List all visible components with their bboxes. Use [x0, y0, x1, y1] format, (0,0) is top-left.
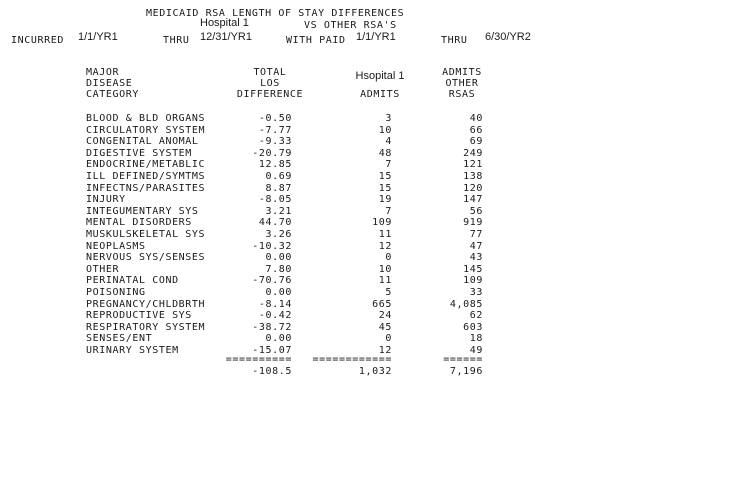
los-cell: 3.21 [265, 205, 292, 217]
other-admits-cell: 56 [469, 205, 483, 217]
los-cell: 12.85 [258, 159, 292, 171]
los-header-line-3: DIFFERENCE [236, 89, 304, 100]
los-cell: 0.00 [265, 252, 292, 264]
hospital-admits-cell: 15 [378, 171, 392, 182]
hospital-admits-cell: 5 [385, 287, 392, 298]
category-cell: SENSES/ENT [86, 333, 153, 345]
table-row [0, 183, 749, 195]
los-cell: 44.70 [258, 217, 292, 229]
thru-label-1: THRU [163, 35, 190, 46]
others-header-line-1: ADMITS [442, 67, 482, 78]
other-admits-cell: 145 [463, 263, 483, 275]
table-row [0, 322, 749, 334]
table-row [0, 125, 749, 137]
hospital-admits-cell: 10 [378, 124, 392, 136]
other-admits-cell: 147 [463, 194, 483, 206]
hospital-admits-cell: 12 [378, 240, 392, 252]
other-admits-cell: 121 [463, 159, 483, 171]
category-header-line-3: CATEGORY [86, 89, 139, 100]
los-cell: -15.07 [252, 345, 292, 356]
others-total: 7,196 [449, 366, 483, 377]
hospital-separator: ============ [312, 354, 392, 365]
hospital-admits-cell: 48 [378, 147, 392, 159]
hospital-admits-cell: 15 [378, 182, 392, 194]
category-cell: MENTAL DISORDERS [86, 217, 192, 229]
category-cell: INJURY [86, 194, 126, 206]
hospital-admits-cell: 4 [385, 136, 392, 148]
category-cell: MUSKULSKELETAL SYS [86, 229, 206, 240]
table-row [0, 310, 749, 322]
other-admits-cell: 249 [463, 147, 483, 159]
table-row [0, 275, 749, 287]
los-cell: 3.26 [265, 229, 292, 240]
los-total: -108.5 [252, 366, 292, 377]
table-row [0, 299, 749, 311]
category-cell: NERVOUS SYS/SENSES [86, 252, 206, 264]
other-admits-cell: 77 [469, 229, 483, 240]
hospital-admits-cell: 3 [385, 113, 392, 124]
hospital-admits-cell: 10 [378, 263, 392, 275]
table-row [0, 287, 749, 299]
hospital-admits-cell: 11 [378, 229, 392, 240]
others-header-line-2: OTHER [445, 78, 479, 89]
los-cell: -9.33 [258, 136, 292, 148]
los-cell: -70.76 [252, 275, 292, 287]
other-admits-cell: 18 [469, 333, 483, 345]
others-header-line-3: RSAS [448, 89, 476, 100]
category-cell: NEOPLASMS [86, 240, 146, 252]
los-cell: -10.32 [252, 240, 292, 252]
category-cell: POISONING [86, 287, 146, 298]
paid-to: 6/30/YR2 [485, 31, 531, 43]
hospital-admits-cell: 7 [385, 205, 392, 217]
category-cell: CONGENITAL ANOMAL [86, 136, 199, 148]
hospital-admits-cell: 109 [372, 217, 392, 229]
hospital-admits-cell: 0 [385, 333, 392, 345]
table-row [0, 159, 749, 171]
category-cell: ENDOCRINE/METABLIC [86, 159, 206, 171]
table-row [0, 113, 749, 125]
los-cell: 0.00 [265, 287, 292, 298]
hospital-admits-cell: 45 [378, 321, 392, 333]
separator-row [0, 354, 749, 366]
totals-row [0, 366, 749, 378]
category-header-line-1: MAJOR [86, 67, 120, 78]
hospital-admits-cell: 12 [378, 345, 392, 356]
hospital-admits-cell: 24 [378, 310, 392, 322]
table-row [0, 264, 749, 276]
category-cell: OTHER [86, 263, 120, 275]
category-cell: URINARY SYSTEM [86, 345, 179, 356]
los-header-line-2: LOS [260, 78, 280, 89]
category-cell: ILL DEFINED/SYMTMS [86, 171, 206, 182]
other-admits-cell: 43 [469, 252, 483, 264]
report-title: MEDICAID RSA LENGTH OF STAY DIFFERENCES [146, 8, 405, 19]
other-admits-cell: 66 [469, 124, 483, 136]
others-separator: ====== [443, 354, 483, 365]
los-cell: 8.87 [265, 182, 292, 194]
other-admits-cell: 603 [463, 321, 483, 333]
category-cell: REPRODUCTIVE SYS [86, 310, 192, 322]
category-cell: RESPIRATORY SYSTEM [86, 321, 206, 333]
hospital-admits-cell: 19 [378, 194, 392, 206]
table-row [0, 136, 749, 148]
other-admits-cell: 49 [469, 345, 483, 356]
incurred-from: 1/1/YR1 [78, 31, 118, 43]
hospital-header-line-1: Hsopital 1 [355, 70, 405, 82]
hospital-admits-cell: 7 [385, 159, 392, 171]
category-cell: PERINATAL COND [86, 275, 179, 287]
los-cell: 0.00 [265, 333, 292, 345]
table-row [0, 241, 749, 253]
hospital-header-line-2: ADMITS [360, 89, 400, 100]
los-cell: -8.05 [258, 194, 292, 206]
category-cell: BLOOD & BLD ORGANS [86, 113, 206, 124]
los-cell: -8.14 [258, 298, 292, 310]
table-row [0, 217, 749, 229]
los-cell: 0.69 [265, 171, 292, 182]
table-row [0, 194, 749, 206]
vs-text: VS OTHER RSA'S [304, 20, 397, 31]
los-cell: -38.72 [252, 321, 292, 333]
table-row [0, 252, 749, 264]
category-cell: DIGESTIVE SYSTEM [86, 147, 192, 159]
other-admits-cell: 62 [469, 310, 483, 322]
paid-label: WITH PAID [286, 35, 346, 46]
los-cell: -7.77 [258, 124, 292, 136]
table-row [0, 229, 749, 241]
los-cell: 7.80 [265, 263, 292, 275]
other-admits-cell: 109 [463, 275, 483, 287]
incurred-to: 12/31/YR1 [200, 31, 252, 43]
thru-label-2: THRU [441, 35, 468, 46]
category-cell: PREGNANCY/CHLDBRTH [86, 298, 206, 310]
los-cell: -0.42 [258, 310, 292, 322]
hospital-admits-cell: 665 [372, 298, 392, 310]
category-cell: CIRCULATORY SYSTEM [86, 124, 206, 136]
incurred-label: INCURRED [11, 35, 64, 46]
other-admits-cell: 138 [463, 171, 483, 182]
table-row [0, 171, 749, 183]
category-cell: INTEGUMENTARY SYS [86, 205, 199, 217]
category-cell: INFECTNS/PARASITES [86, 182, 206, 194]
table-row [0, 333, 749, 345]
other-admits-cell: 33 [469, 287, 483, 298]
hospital-total: 1,032 [358, 366, 392, 377]
category-header-line-2: DISEASE [86, 78, 133, 89]
other-admits-cell: 40 [469, 113, 483, 124]
los-cell: -20.79 [252, 147, 292, 159]
los-cell: -0.50 [258, 113, 292, 124]
other-admits-cell: 919 [463, 217, 483, 229]
paid-from: 1/1/YR1 [356, 31, 396, 43]
other-admits-cell: 4,085 [449, 298, 483, 310]
table-row [0, 206, 749, 218]
table-row [0, 148, 749, 160]
los-header-line-1: TOTAL [253, 67, 287, 78]
hospital-admits-cell: 11 [378, 275, 392, 287]
other-admits-cell: 47 [469, 240, 483, 252]
los-separator: ========== [225, 354, 292, 365]
other-admits-cell: 120 [463, 182, 483, 194]
hospital-admits-cell: 0 [385, 252, 392, 264]
hospital-name: Hospital 1 [200, 17, 249, 29]
other-admits-cell: 69 [469, 136, 483, 148]
